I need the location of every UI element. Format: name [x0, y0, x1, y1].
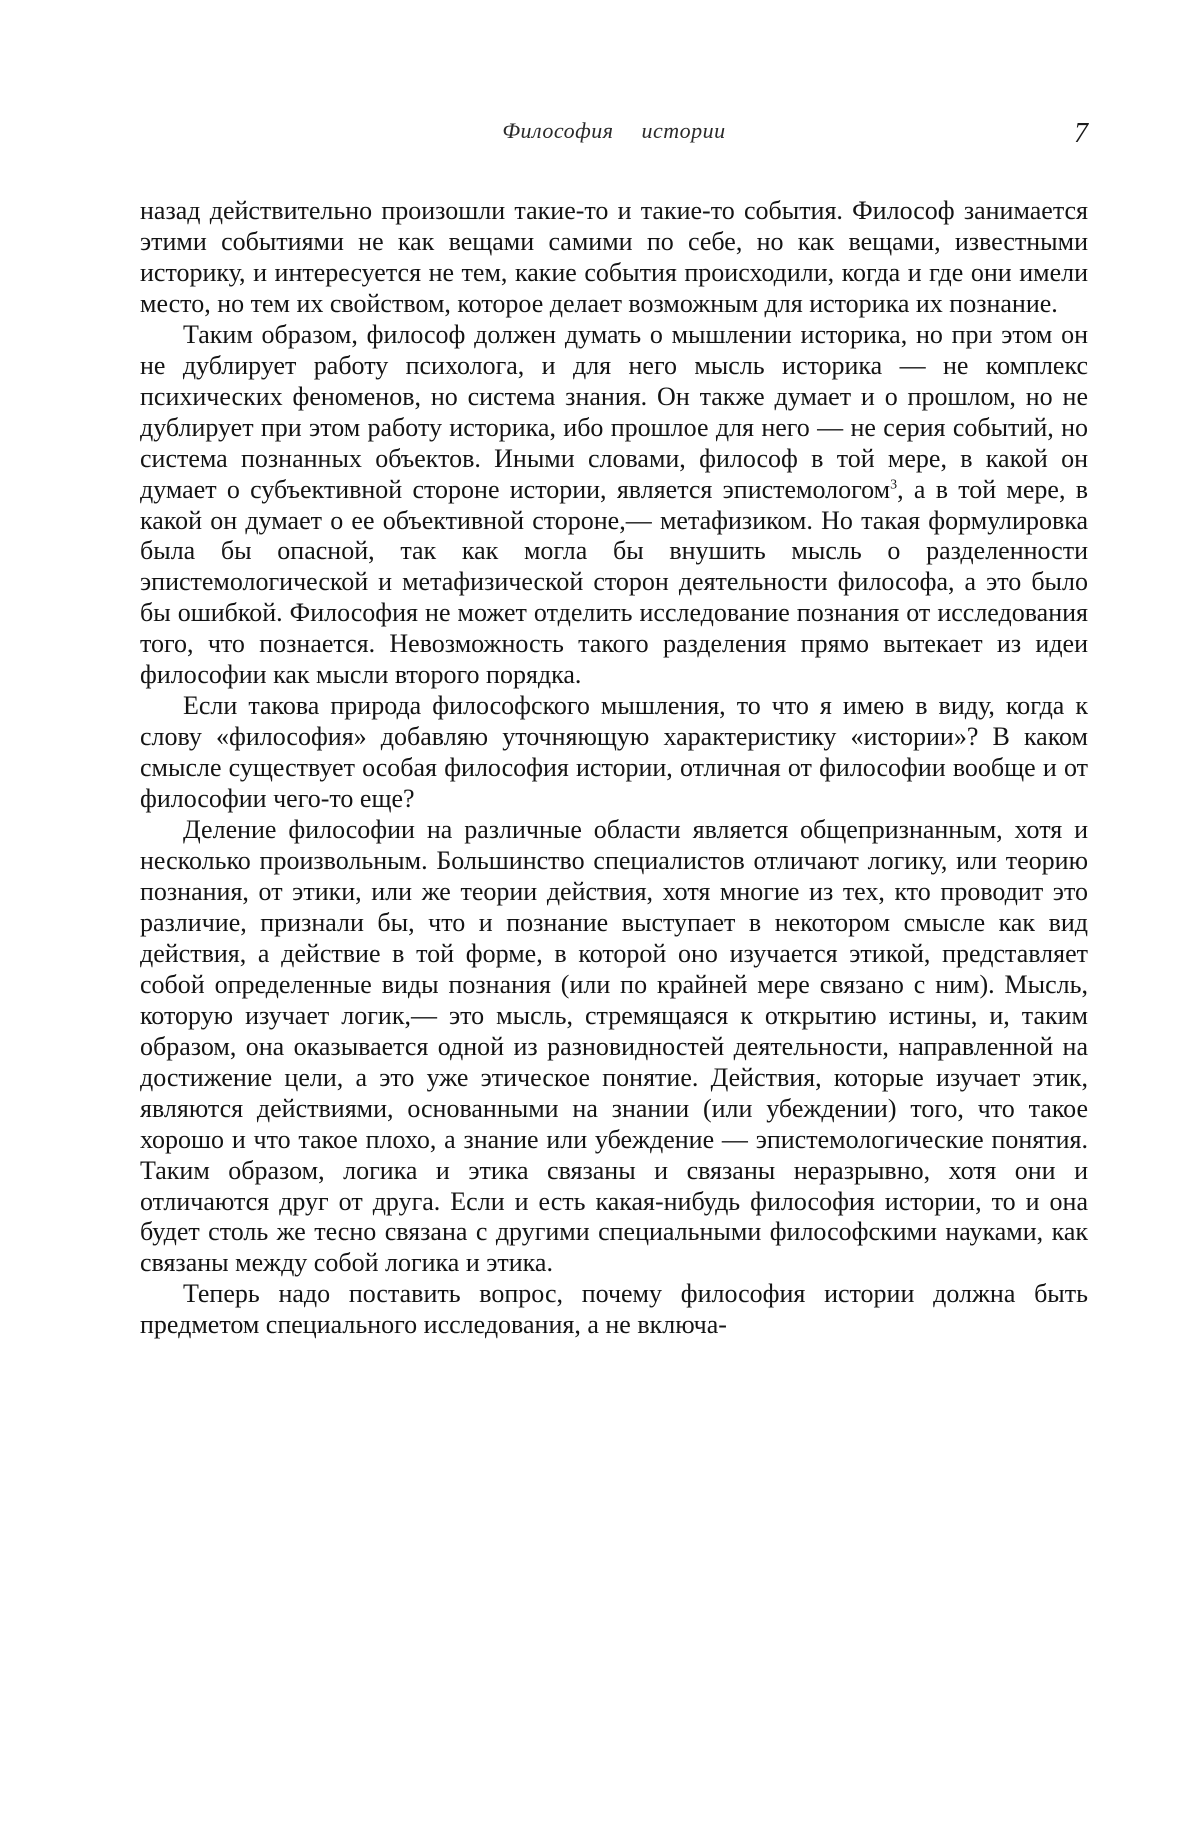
- running-head: [140, 118, 1088, 158]
- paragraph: Теперь надо поставить вопрос, почему философия истории должна быть предметом специального исследования, а не включа-: [140, 1279, 1088, 1340]
- footnote-reference[interactable]: 3: [890, 476, 898, 492]
- paragraph-text: , а в той мере, в какой он думает о ее объективной стороне,— метафизиком. Но такая формулировка была бы опасной, так как могла бы внушить мысль о разделенности эпистемологической и метафизической сторон деятельности философа, а это было бы ошибкой. Философия не может отделить исследование познания от исследования того, что познается. Невозможность такого разделения прямо вытекает из идеи философии как мысли второго порядка.: [140, 474, 1088, 690]
- paragraph-text: Таким образом, философ должен думать о мышлении историка, но при этом он не дублирует работу психолога, и для него мысль историка — не комплекс психических феноменов, но система знания. Он также думает и о прошлом, но не дублирует при этом работу историка, ибо прошлое для него — не серия событий, но система познанных объектов. Иными словами, философ в той мере, в какой он думает о субъективной стороне истории, является эпистемологом: [140, 319, 1088, 504]
- page-number: 7: [1074, 118, 1088, 149]
- paragraph: [140, 320, 1088, 691]
- body-text: [140, 196, 1088, 1341]
- paragraph: Деление философии на различные области является общепризнанным, хотя и несколько произвольным. Большинство специалистов отличают логику, или теорию познания, от этики, или же теории действия, хотя многие из тех, кто проводит это различие, признали бы, что и познание выступает в некотором смысле как вид действия, а действие в той форме, в которой оно изучается этикой, представляет собой определенные виды познания (или по крайней мере связано с ним). Мысль, которую изучает логик,— это мысль, стремящаяся к открытию истины, и, таким образом, она оказывается одной из разновидностей деятельности, направленной на достижение цели, а это уже этическое понятие. Действия, которые изучает этик, являются действиями, основанными на знании (или убеждении) того, что такое хорошо и что такое плохо, а знание или убеждение — эпистемологические понятия. Таким образом, логика и этика связаны и связаны неразрывно, хотя они и отличаются друг от друга. Если и есть какая-нибудь философия истории, то и она будет столь же тесно связана с другими специальными философскими науками, как связаны между собой логика и этика.: [140, 815, 1088, 1278]
- running-title: Философия истории: [502, 118, 726, 143]
- paragraph: Если такова природа философского мышления, то что я имею в виду, когда к слову «философия» добавляю уточняющую характеристику «истории»? В каком смысле существует особая философия истории, отличная от философии вообще и от философии чего-то еще?: [140, 691, 1088, 814]
- paragraph-continuation: назад действительно произошли такие-то и такие-то события. Философ занимается этими событиями не как вещами самими по себе, но как вещами, известными историку, и интересуется не тем, какие события происходили, когда и где они имели место, но тем их свойством, которое делает возможным для историка их познание.: [140, 196, 1088, 318]
